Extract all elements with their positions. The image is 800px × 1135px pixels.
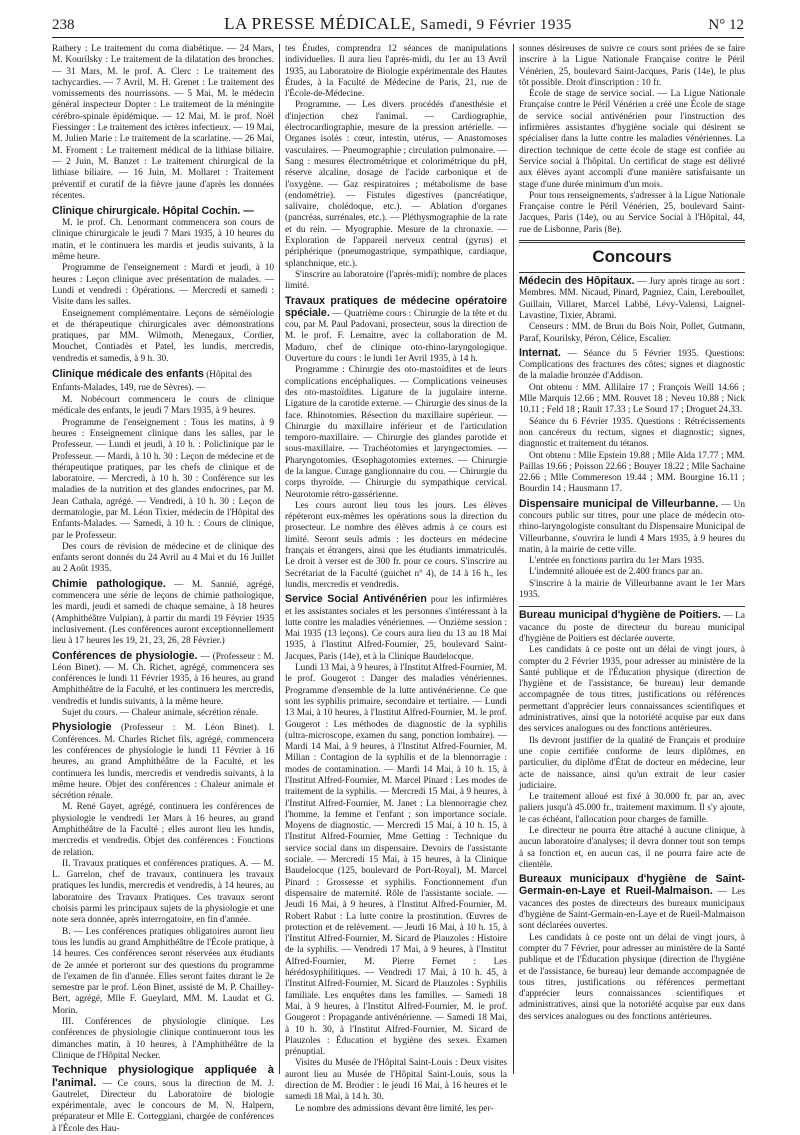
- article-paragraph: [519, 276, 745, 322]
- article-paragraph: Rathery : Le traitement du coma diabétique. — 24 Mars, M. Kourilsky : Le traitement de la dilatation des bronches. — 31 Mars, M. le prof. A. Clerc : Le traitement des tachycardies. — 7 Avril, M. H. Grenet : Le traitement des vomissements des nourrissons. — 5 Mai, M. le médecin général inspecteur Dopter : Le traitement de la méningite cérébro-spinale épidémique. — 12 Mai, M. le prof. Noël Fiessinger : Le traitement des ictères infectieux. — 19 Mai, M. Julien Marie : Le traitement de la scarlatine. — 26 Mai, M. Froment : Le traitement médical de la lithiase biliaire. — 2 Juin, M. Banzet : Le traitement chirurgical de la lithiase biliaire. — 16 Juin, M. Mollaret : Traitement préventif et curatif de la fièvre jaune d'après les données récentes.: [52, 44, 274, 201]
- article-paragraph: [519, 610, 745, 645]
- article-paragraph: Ils devront justifier de la qualité de Français et produire une copie certifiée conforme de leurs diplômes, en particulier, du diplôme d'État de docteur en médecine, leur acte de naissance, ainsi qu'un extrait de leur casier judiciaire.: [519, 735, 745, 791]
- article-paragraph: Programme de l'enseignement : Tous les matins, à 9 heures : Enseignement clinique dans les salles, par le Professeur. — Lundi et jeudi, à 10 h. : Policlinique par le Professeur. — Mardi, à 10 h. 30 : Leçon de médecine et de thérapeutique pratiques, par les chefs de clinique et de laboratoire. — Mercredi, à 10 h. 30 : Conférence sur les maladies de la nutrition et des glandes endocrines, par M. Jean Cathala, agrégé. — Vendredi, à 10 h. 30 : Leçon de dermatologie, par M. Léon Tixier, médecin de l'Hôpital des Enfants-Malades. — Samedi, à 10 h. : Cours de clinique, par le Professeur.: [52, 417, 274, 541]
- article-paragraph: [285, 594, 507, 663]
- article-paragraph: Le directeur ne pourra être attaché à aucune clinique, à aucun laboratoire d'analyses; il devra donner tout son temps à sa fonction et, en aucun cas, il ne pourra faire acte de clientèle.: [519, 826, 745, 870]
- article-paragraph: M. le prof. Ch. Lenormant commencera son cours de clinique chirurgicale le jeudi 7 Mars 1935, à 10 heures du matin, et le continuera les mardis et jeudis suivants, à la même heure.: [52, 218, 274, 263]
- article-paragraph: M. Nobécourt commencera le cours de clinique médicale des enfants, le jeudi 7 Mars 1935, à 9 heures.: [52, 395, 274, 417]
- article-paragraph: [52, 579, 274, 648]
- concours-heading: Concours: [592, 247, 672, 267]
- column-divider: [513, 44, 514, 1074]
- section-heading-chimie: Chimie pathologique.: [52, 577, 166, 590]
- paragraph-text: — (Professeur : M. Léon Binet). — M. Ch. Richet, agrégé, commencera ses conférences le lundi 11 Février 1935, à 16 heures, au grand Amphithéâtre de la Faculté, et les continuera les mercredis, vendredis et lundis suivants, à la même heure.: [52, 651, 274, 707]
- section-heading-conf-physio: Conférences de physiologie.: [52, 649, 198, 662]
- article-paragraph: Pour tous renseignements, s'adresser à la Ligue Nationale Française contre le Péril Vénérien, 25, boulevard Saint-Jacques, Paris (14e), ou au Service Social à l'Hôpital, 44, rue de Lisbonne, Paris (8e).: [519, 190, 745, 235]
- article-paragraph: Séance du 6 Février 1935. Questions : Rétrécissements non cancéreux du rectum, signes et diagnostic; signes, diagnostic et traitement du tétanos.: [519, 416, 745, 450]
- paragraph-text: — Les vacances des postes de directeurs des bureaux municipaux d'hygiène de Saint-Germain-en-Laye et de Rueil-Malmaison sont déclarées ouvertes.: [519, 887, 745, 932]
- article-paragraph: Des cours de révision de médecine et de clinique des enfants seront donnés du 24 Avril au 4 Mai et du 16 Juillet au 2 Août 1935.: [52, 541, 274, 575]
- section-rule: [519, 240, 745, 243]
- article-paragraph: [285, 296, 507, 366]
- article-paragraph: Les cours auront lieu tous les jours. Les élèves répéteront eux-mêmes les opérations sous la direction du prosecteur. Le nombre des élèves admis à ce cours est limité. Seront seuls admis : les docteurs en médecine français et étrangers, ainsi que les étudiants immatriculés. Le droit à verser est de 300 fr. pour ce cours. S'inscrire au Secrétariat de la Faculté (guichet n° 4), de 14 à 16 h., les lundis, mercredis et vendredis.: [285, 500, 507, 590]
- journal-title: LA PRESSE MÉDICALE: [224, 14, 412, 33]
- paragraph-text: — Jury après tirage au sort : Membres. MM. Nicaud, Pinard, Pagniez, Cain, Lereboullet, Guillain, Villaret, Marcel Labbé, Lévy-Valensi, Laignel-Lavastine, Tixier, Abrami.: [519, 277, 745, 321]
- article-paragraph: Les candidats à ce poste ont un délai de vingt jours, à compter du 7 Février, pour adresser au ministère de la Santé publique et de l'Éducation physique (direction de l'hygiène et de l'assistance, 6e bureau) leur demande accompagnée de tous titres, justifications ou références permettant d'apprécier leurs connaissances scientifiques et administratives, ainsi que la notoriété acquise par eux dans des services analogues ou des fonctions antérieures.: [519, 932, 745, 1022]
- section-heading-internat: Internat.: [519, 346, 561, 359]
- article-paragraph: Lundi 13 Mai, à 9 heures, à l'Institut Alfred-Fournier, M. le prof. Gougerot : Danger des maladies vénériennes. Programme d'ensemble de la lutte antivénérienne. Ce que sont les syphilis primaire, secondaire et tertiaire. — Lundi 13 Mai, à 10 heures, à l'Institut Alfred-Fournier, M. le prof. Gougerot : Les méthodes de diagnostic de la syphilis (ultra-microscope, examen du sang, ponction lombaire). — Mardi 14 Mai, à 9 heures, à l'Institut Alfred-Fournier, M. Milian : Contagion de la syphilis et de la blennorragie : modes de contamination. — Mardi 14 Mai, à 10 h. 15, à l'Institut Alfred-Fournier, M. Marcel Pinard : Les modes de traitement de la syphilis. — Mercredi 15 Mai, à 9 heures, à l'Institut Alfred-Fournier, M. Janet : La blennorragie chez l'homme, la femme et l'enfant ; son importance sociale. Moyens de diagnostic. — Mercredi 15 Mai, à 10 h. 15, à l'Institut Alfred-Fournier, Mme Getting : Technique du service social dans un dispensaire. Devoirs de l'assistante sociale. — Mercredi 15 Mai, à 15 heures, à la Clinique Baudelocque (125, boulevard de Port-Royal), M. Marcel Pinard : Grossesse et syphilis. Fonctionnement d'un dispensaire de maternité. Rôle de l'assistante sociale. — Jeudi 16 Mai, à 9 heures, à l'Institut Alfred-Fournier, M. Robert Rabut : La lutte contre la prostitution. Œuvres de protection et de relèvement. — Jeudi 16 Mai, à 10 h. 15, à l'Institut Alfred-Fournier, M. Sicard de Plauzoles : Histoire de la syphilis. — Vendredi 17 Mai, à 9 heures, à l'Institut Alfred-Fournier, M. Pierre Fernet : Les hérédosyphilitiques. — Vendredi 17 Mai, à 10 h. 45, à l'Institut Alfred-Fournier, M. Sicard de Plauzoles : Syphilis familiale. Les enquêtes dans les familles. — Samedi 18 Mai, à 9 heures, à l'Institut Alfred-Fournier, M. le prof. Gougerot : Propagande antivénérienne. — Samedi 18 Mai, à 10 h. 30, à l'Institut Alfred-Fournier, M. Sicard de Plauzoles : Éducation et hygiène des sexes. Examen prénuptial.: [285, 663, 507, 1058]
- article-paragraph: Programme de l'enseignement : Mardi et jeudi, à 10 heures : Leçon clinique avec présentation de malades. — Lundi et vendredi : Opérations. — Mercredi et samedi : Visite dans les salles.: [52, 263, 274, 308]
- article-paragraph: [519, 499, 745, 556]
- article-paragraph: sonnes désireuses de suivre ce cours sont priées de se faire inscrire à la Ligue Nationale Française contre le Péril Vénérien, 25, boulevard Saint-Jacques, Paris (14e), le plus tôt possible. Droit d'inscription : 10 fr.: [519, 44, 745, 88]
- article-paragraph: École de stage de service social. — La Ligue Nationale Française contre le Péril Vénérien a créé une École de stage de service social antivénérien pour l'instruction des infirmières assistantes d'hygiène sociale qui désirent se spécialiser dans la lutte contre les maladies vénériennes. La direction technique de cette école de stage est confiée au Service social à l'hôpital. Un certificat de stage est délivré aux élèves ayant accompli d'une manière satisfaisante un stage d'une durée minimum d'un mois.: [519, 89, 745, 190]
- article-paragraph: [52, 651, 274, 708]
- article-paragraph: II. Travaux pratiques et conférences pratiques. A. — M. L. Garrelon, chef de travaux, continuera les travaux pratiques les lundis, mercredis et vendredis, à 14 heures, au laboratoire des Travaux Pratiques. Ces travaux seront choisis parmi les principaux sujets de la physiologie et une note sera donnée, après interrogatoire, en fin d'année.: [52, 858, 274, 926]
- section-heading-service-social: Service Social Antivénérien: [285, 593, 427, 606]
- paragraph-text: — Un concours public sur titres, pour une place de médecin oto-rhino-laryngologiste consultant du Dispensaire Municipal de Villeurbanne, s'ouvrira le lundi 4 Mars 1935, à 9 heures du matin, à la mairie de cette ville.: [519, 499, 746, 555]
- paragraph-text: (Professeur : M. Léon Binet). I. Conférences. M. Charles Richet fils, agrégé, commencera les conférences de physiologie le lundi 11 Février à 16 heures, au grand Amphithéâtre de la Faculté, et les continuera les lundis, mercredis et vendredis suivants, à la même heure. Objet des conférences : Chaleur animale et sécrétion rénale.: [52, 723, 274, 802]
- article-paragraph: tes Études, comprendra 12 séances de manipulations individuelles. Il aura lieu l'après-midi, du 1er au 13 Avril 1935, au Laboratoire de Biologie expérimentale des Hautes Études, à la Faculté de Médecine de Paris, 21, rue de l'École-de-Médecine.: [285, 44, 507, 100]
- section-heading-medecin: Médecin des Hôpitaux.: [519, 275, 635, 288]
- section-heading-enfants: [52, 368, 274, 394]
- section-heading-physiologie: Physiologie: [52, 721, 112, 734]
- article-paragraph: L'indemnité allouée est de 2.400 francs par an.: [529, 567, 703, 578]
- running-head: [52, 14, 744, 36]
- section-heading-travaux: Travaux pratiques de médecine opératoire spéciale.: [285, 294, 507, 319]
- column-divider: [279, 44, 280, 1074]
- article-paragraph: [519, 348, 745, 383]
- article-paragraph: [52, 1065, 274, 1135]
- article-paragraph: [519, 874, 745, 932]
- journal-title-line: [112, 14, 684, 34]
- section-heading-technique: Technique physiologique appliquée à l'animal.: [52, 1064, 274, 1089]
- article-paragraph: Censeurs : MM. de Brun du Bois Noir, Pollet, Gutmann, Paraf, Kourilsky, Péron, Célice, Escalier.: [519, 322, 745, 344]
- page-number: 238: [52, 17, 75, 33]
- article-paragraph: Ont obtenu : Mlle Epstein 19.88 ; Mlle Alda 17.77 ; MM. Paillas 19.66 ; Poisson 22.66 ; Bouyer 18.22 ; Mlle Sachaine 22.66 ; Mlle Commereson 19.44 ; MM. Bourgine 16.11 ; Bourdin 14 ; Hausmann 17.: [519, 450, 745, 495]
- paragraph-text: — M. Sannié, agrégé, commencera une série de leçons de chimie pathologique, les mardi, jeudi et samedi de chaque semaine, à 18 heures (Amphithéâtre Vulpian), à partir du mardi 19 Février 1935 inclusivement. (Les conférences auront exceptionnellement lieu à 17 heures les 19, 21, 23, 26, 28 Février.): [52, 579, 274, 647]
- column-2: [285, 44, 507, 1114]
- section-heading-stgermain: Bureaux municipaux d'hygiène de Saint-Germain-en-Laye et Rueil-Malmaison.: [519, 873, 745, 898]
- paragraph-text: — Séance du 5 Février 1935. Questions: Complications des fractures des côtes; signes et diagnostic de la maladie bronzée d'Addison.: [519, 348, 745, 382]
- article-paragraph: Les candidats à ce poste ont un délai de vingt jours, à compter du 2 Février 1935, pour adresser au ministère de la Santé publique et de l'Éducation physique (direction de l'hygiène et de l'assistance, 6e bureau) leur demande accompagnée de tous titres, justifications ou références permettant d'apprécier leurs connaissances scientifiques et administratives, ainsi que la notoriété acquise par eux dans des services analogues ou des fonctions antérieures.: [519, 645, 745, 735]
- section-heading-cochin: Clinique chirurgicale. Hôpital Cochin. —: [52, 205, 254, 218]
- heading-subtitle: (Hôpital des Enfants-Malades, 149, rue de Sèvres). —: [52, 370, 252, 394]
- article-paragraph: Le traitement alloué est fixé à 30.000 fr. par an, avec paliers jusqu'à 45.000 fr., traitement maximum. Il s'y ajoute, le cas échéant, l'allocation pour charges de famille.: [519, 792, 745, 825]
- article-paragraph: B. — Les conférences pratiques obligatoires auront lieu tous les lundis au grand Amphithéâtre de l'École pratique, à 14 heures. Ces conférences seront réservées aux étudiants de 2e année et porteront sur des questions du programme de l'examen de fin d'année. Elles seront faites durant le 2e semestre par le prof. Léon Binet, assisté de M. P. Chailley-Bert, agrégé, Mlle F. Gueylard, MM. M. Laudat et G. Morin.: [52, 926, 274, 1016]
- article-paragraph: III. Conférences de physiologie clinique. Les conférences de physiologie clinique continueront tous les dimanches matin, à 10 heures, à l'Amphithéâtre de la Clinique de l'Hôpital Necker.: [52, 1017, 274, 1061]
- issue-date: , Samedi, 9 Février 1935: [411, 17, 572, 33]
- paragraph-text: — Quatrième cours : Chirurgie de la tête et du cou, par M. Paul Padovani, prosecteur, sous la direction de M. le prof. F. Lemaitre, avec la collaboration de M. Maduro, chef de clinique oto-rhino-laryngologique. Ouverture du cours : le lundi 1er Avril 1935, à 14 h.: [285, 308, 507, 365]
- article-paragraph: Sujet du cours. — Chaleur animale, sécrétion rénale.: [62, 708, 259, 719]
- section-heading-poitiers: Bureau municipal d'hygiène de Poitiers.: [519, 609, 721, 622]
- article-paragraph: S'inscrire à la mairie de Villeurbanne avant le 1er Mars 1935.: [519, 578, 745, 601]
- heading-text: Clinique médicale des enfants: [52, 368, 204, 381]
- article-paragraph: [52, 722, 274, 802]
- article-paragraph: Visites du Musée de l'Hôpital Saint-Louis : Deux visites auront lieu au Musée de l'Hôpital Saint-Louis, sous la direction de M. Brodier : le jeudi 16 Mai, à 16 heures et le samedi 18 Mai, à 14 h. 30.: [285, 1058, 507, 1103]
- section-heading-villeurbanne: Dispensaire municipal de Villeurbanne.: [519, 497, 719, 510]
- article-paragraph: Ont obtenu : MM. Allilaire 17 ; François Weill 14.66 ; Mlle Marquis 12.66 ; MM. Rouvet 18 ; Neveu 10.88 ; Nick 10.11 ; Feld 18 ; Rault 17.33 ; Le Sourd 17 ; Droguet 24.33.: [519, 382, 745, 416]
- section-rule: [519, 606, 745, 607]
- article-paragraph: L'entrée en fonctions partira du 1er Mars 1935.: [529, 556, 705, 567]
- section-rule: [519, 272, 745, 273]
- article-paragraph: M. René Gayet, agrégé, continuera les conférences de physiologie le vendredi 1er Mars à 16 heures, au grand Amphithéâtre de la Faculté ; elles auront lieu les lundis, mercredis et vendredis. Objet des conférences : Fonctions de relation.: [52, 802, 274, 858]
- column-3: [519, 44, 745, 1074]
- article-paragraph: S'inscrire au laboratoire (l'après-midi); nombre de places limité.: [285, 269, 507, 292]
- paragraph-text: — La vacance du poste de directeur du bureau municipal d'hygiène de Poitiers est déclarée ouverte.: [519, 611, 745, 644]
- article-paragraph: Programme : Chirurgie des oto-mastoïdites et de leurs complications encéphaliques. — Complications veineuses des oto-mastoïdites. Ligature de la jugulaire interne. Ligature de la carotide externe. — Chirurgie des sinus de la face. Rhinotomies. Résection du maxillaire supérieur. — Chirurgie du maxillaire inférieur et de l'articulation temporo-maxillaire. — Chirurgie des glandes parotide et sous-maxillaire. — Trachéotomies et laryngectomies. — Pharyngotomies. Œsophagotomies externes. — Chirurgie de la langue. Curage ganglionnaire du cou. — Chirurgie du corps thyroïde. — Chirurgie du sympathique cervical. Neurotomie rétro-gassérienne.: [285, 365, 507, 500]
- paragraph-text: — Ce cours, sous la direction de M. J. Gautrelet, Directeur du Laboratoire de biologie expérimentale, avec le concours de M. N. Halpern, préparateur et Mlle E. Corteggiani, chargée de conférences à l'École des Hau-: [52, 1078, 274, 1134]
- article-paragraph: Programme. — Les divers procédés d'anesthésie et d'injection chez l'animal. — Cardiographie, électrocardiographie, mesure de la pression artérielle. — Organes isolés : cœur, intestin, utérus, — Anastomoses vasculaires. — Pneumographie ; circulation pulmonaire. — Sang : mesures électrométrique et colorimétrique du pH, réserve alcaline, dosage de l'acide carbonique et de l'oxygène. — Gaz respiratoires ; métabolisme de base (endométrie). — Fistules digestives (pancréatique, salivaire, cholédoque, etc.). — Ablation d'organes (pancréas, surrénales, etc.). — Pléthysmographie de la rate et du rein. — Myographie. Mesure de la chronaxie. — Exploration de l'appareil nerveux central (gyrus) et périphérique (pneumogastrique, sympathique, cardiaque, splanchnique, etc.).: [285, 100, 507, 269]
- article-paragraph: Le nombre des admissions devant être limité, les per-: [295, 1103, 494, 1114]
- issue-number: N° 12: [708, 17, 744, 33]
- paragraph-text: pour les infirmières et les assistantes sociales et les personnes s'intéressant à la lutte contre les maladies vénériennes. — Onzième session : Mai 1935 (13 leçons). Ce cours aura lieu du 13 au 18 Mai 1935, à l'Institut Alfred-Fournier, 25, boulevard Saint-Jacques, Paris (14e), et à la Clinique Baudelocque.: [285, 595, 507, 662]
- header-rule: [52, 37, 744, 38]
- column-1: [52, 44, 274, 1134]
- article-paragraph: Enseignement complémentaire. Leçons de séméiologie et de thérapeutique chirurgicales avec démonstrations pratiques, par MM. Wilmoth, Menegaux, Cordier, Mouchet, Contiadès et Patel, les lundis, mercredis, vendredis et samedis, à 9 h. 30.: [52, 308, 274, 364]
